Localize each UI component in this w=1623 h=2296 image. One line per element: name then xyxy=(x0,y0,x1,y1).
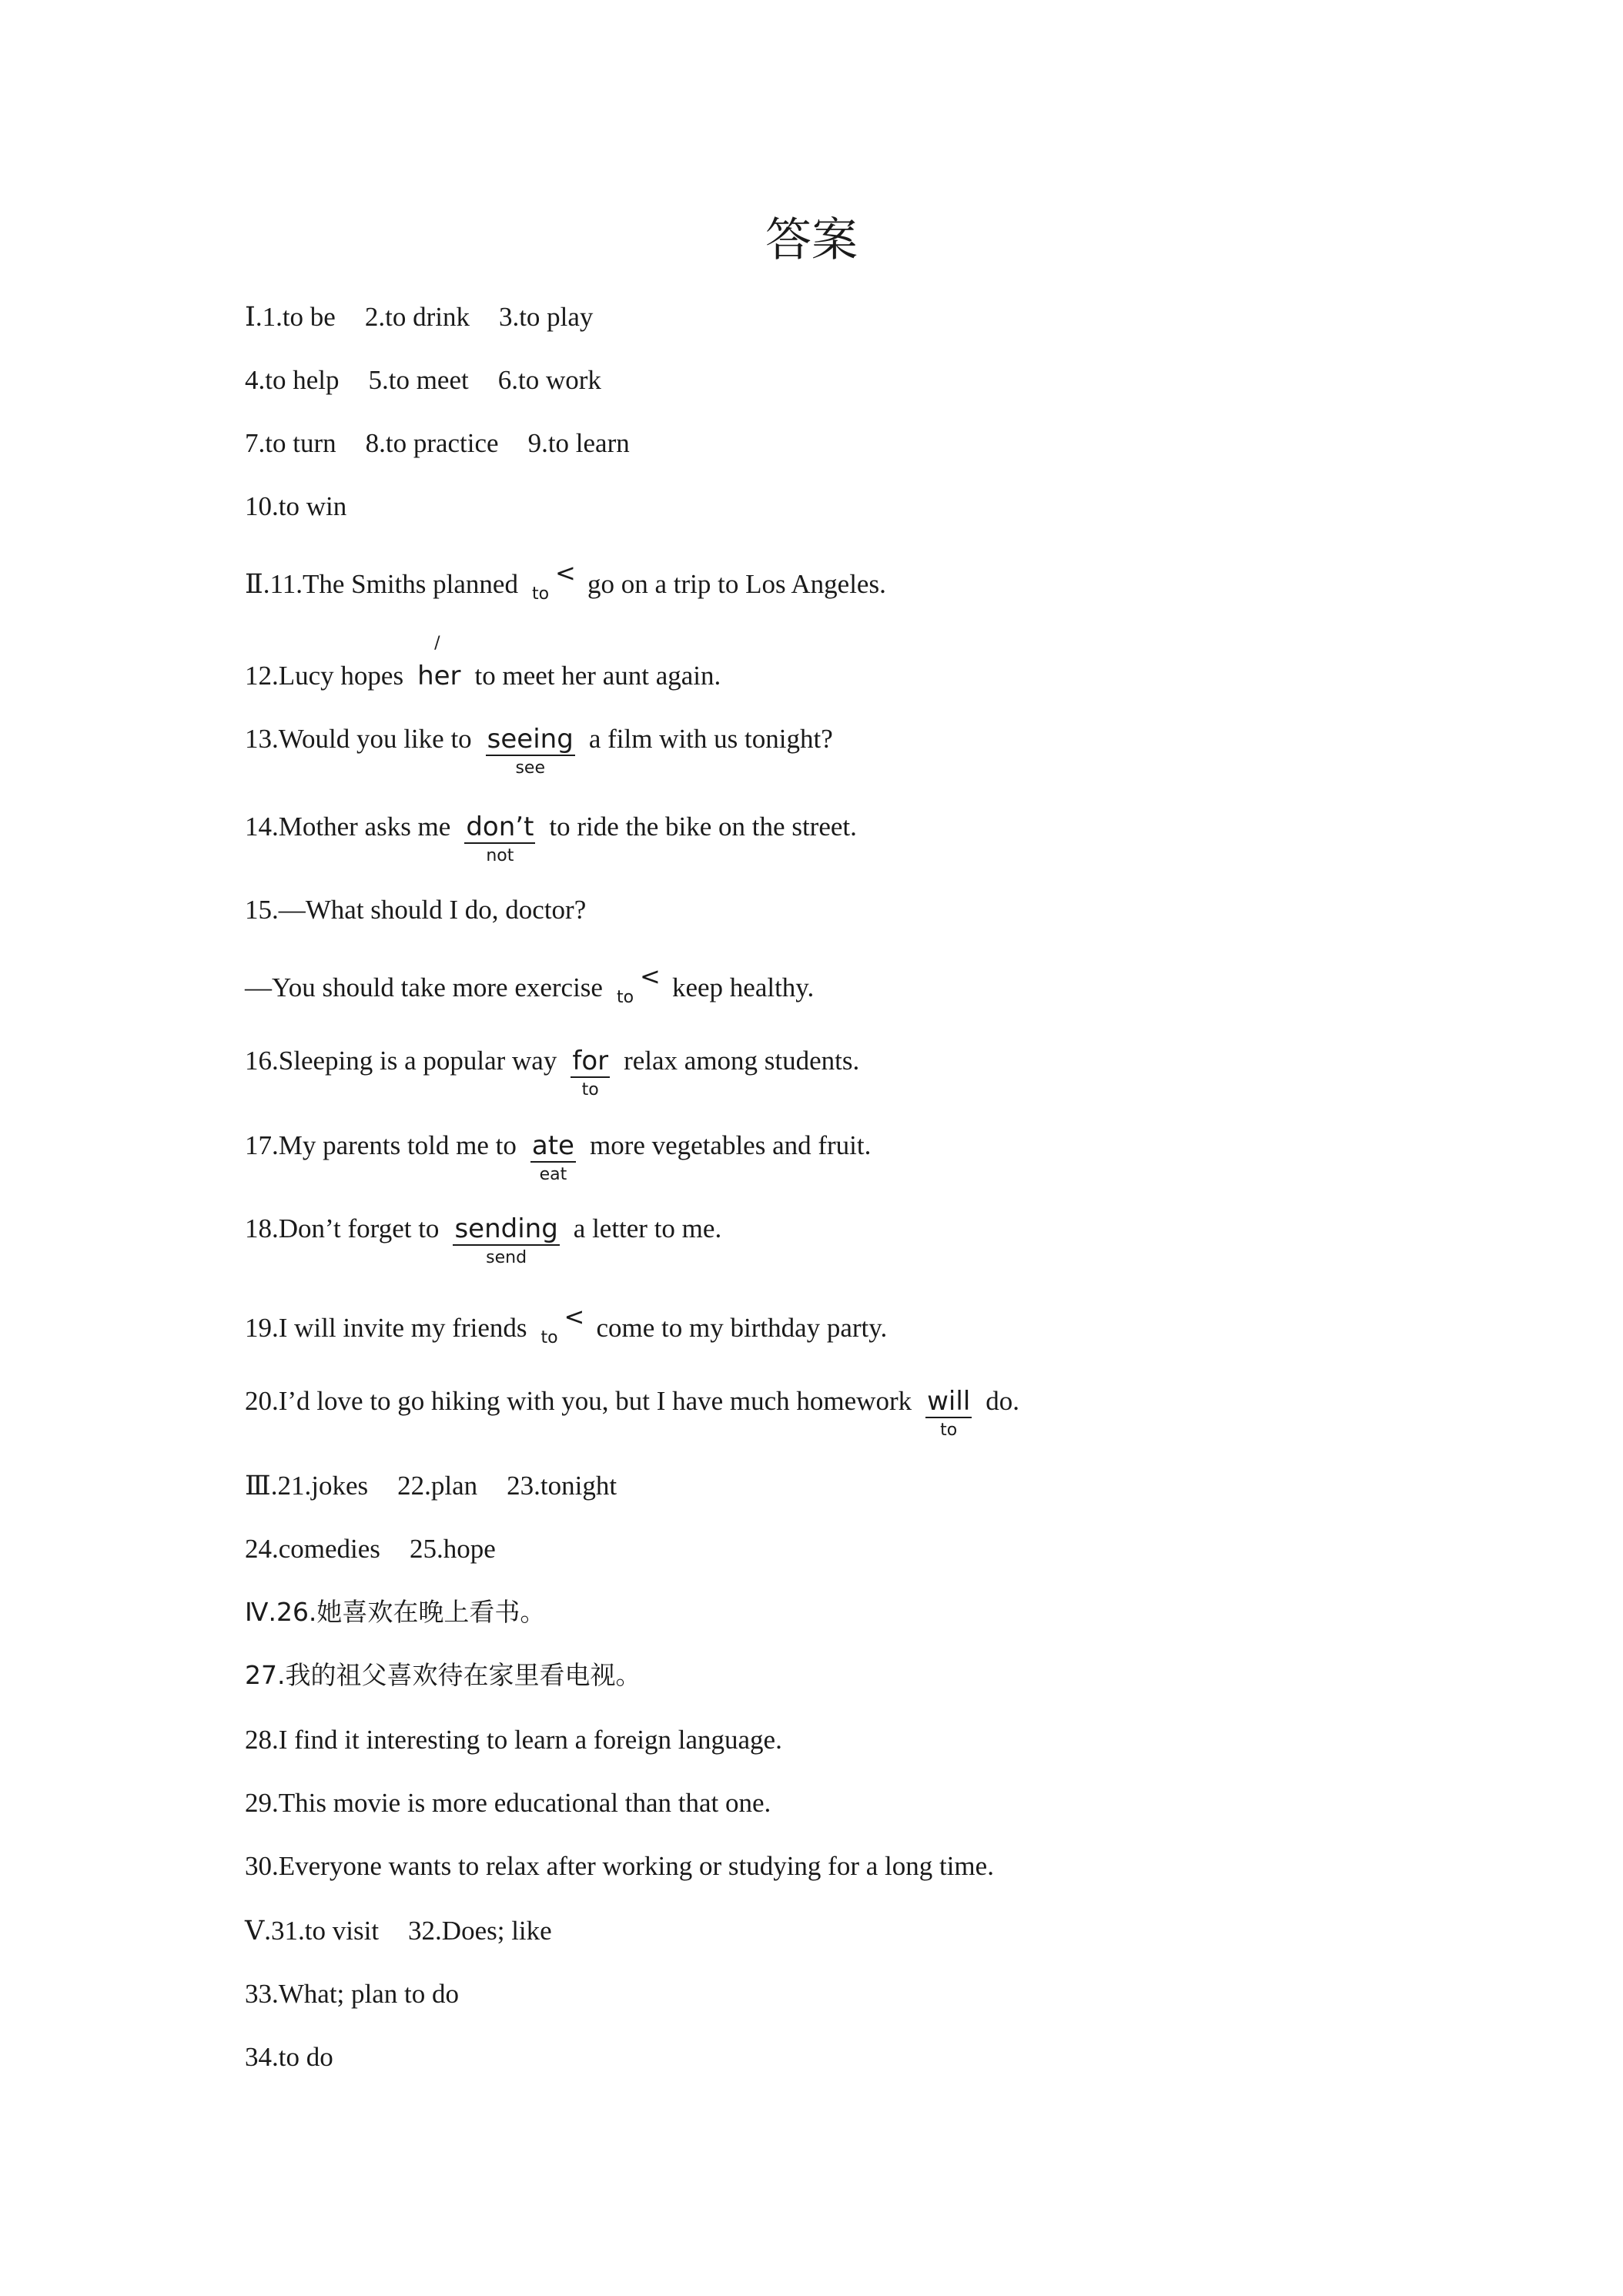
answer-17 xyxy=(245,1130,872,1184)
answer-25: 25.hope xyxy=(409,1534,496,1564)
answer-19-text: 19.I will invite my friends xyxy=(245,1313,527,1343)
correction-mark xyxy=(530,1130,576,1184)
correction-text: to xyxy=(540,1328,558,1347)
correction-mark xyxy=(925,1386,972,1440)
answer-13 xyxy=(245,724,833,778)
answer-18 xyxy=(245,1213,722,1267)
answer-8: 8.to practice xyxy=(365,428,499,458)
slash-mark: / xyxy=(434,634,440,653)
answer-3: 3.to play xyxy=(498,302,594,332)
answer-2: 2.to drink xyxy=(364,302,470,332)
wrong-word: her xyxy=(417,661,461,691)
answer-32: 32.Does; like xyxy=(408,1916,552,1946)
answer-20-text: 20.I’d love to go hiking with you, but I have much homework xyxy=(245,1386,912,1416)
answer-15-question xyxy=(245,895,586,925)
answer-11-text: Ⅱ.11.The Smiths planned xyxy=(245,569,518,599)
wrong-word: sending xyxy=(454,1213,558,1244)
answer-6: 6.to work xyxy=(497,365,601,395)
wrong-word: ate xyxy=(531,1130,574,1161)
answer-28: 28.I find it interesting to learn a foreign language. xyxy=(245,1725,782,1755)
answer-13-text: 13.Would you like to xyxy=(245,724,472,754)
answer-27: 27.我的祖父喜欢待在家里看电视。 xyxy=(245,1660,641,1690)
answer-14 xyxy=(245,812,857,865)
answer-9: 9.to learn xyxy=(527,428,630,458)
answer-line-4 xyxy=(245,491,346,522)
correction-text: not xyxy=(486,846,514,865)
correction-text: to xyxy=(531,584,550,604)
answer-23: 23.tonight xyxy=(507,1471,617,1501)
answer-29: 29.This movie is more educational than that one. xyxy=(245,1788,771,1818)
answer-21: Ⅲ.21.jokes xyxy=(245,1471,369,1501)
answer-34: 34.to do xyxy=(245,2042,333,2072)
answer-16 xyxy=(245,1046,860,1099)
answer-14-rest: to ride the bike on the street. xyxy=(549,812,857,842)
answer-15-rest: keep healthy. xyxy=(671,972,815,1002)
answer-line-31 xyxy=(245,1916,552,1946)
answer-24: 24.comedies xyxy=(245,1534,380,1564)
page-title: 答案 xyxy=(765,213,858,267)
answer-12-rest: to meet her aunt again. xyxy=(474,661,721,691)
correction-text: see xyxy=(515,758,546,778)
insert-mark xyxy=(527,1302,596,1347)
delete-mark xyxy=(417,634,461,691)
answer-12 xyxy=(245,634,721,691)
correction-text: to xyxy=(616,988,634,1007)
answer-14-text: 14.Mother asks me xyxy=(245,812,451,842)
answer-12-text: 12.Lucy hopes xyxy=(245,661,404,691)
answer-1: Ⅰ.1.to be xyxy=(245,302,336,332)
answer-15-reply: —You should take more exercise xyxy=(245,972,603,1002)
answer-17-rest: more vegetables and fruit. xyxy=(589,1130,872,1160)
correction-text: to xyxy=(940,1421,958,1440)
answer-15-text: 15.—What should I do, doctor? xyxy=(245,895,587,925)
correction-mark xyxy=(486,724,575,778)
wrong-word: seeing xyxy=(487,724,574,755)
insert-mark xyxy=(518,558,587,604)
answer-20 xyxy=(245,1386,1020,1440)
answer-16-text: 16.Sleeping is a popular way xyxy=(245,1046,557,1076)
answer-13-rest: a film with us tonight? xyxy=(588,724,833,754)
wrong-word: for xyxy=(572,1046,609,1076)
answer-10: 10.to win xyxy=(245,491,347,521)
answer-20-rest: do. xyxy=(986,1386,1020,1416)
answer-26: Ⅳ.26.她喜欢在晚上看书。 xyxy=(245,1597,546,1627)
answer-11-rest: go on a trip to Los Angeles. xyxy=(587,569,886,599)
correction-mark xyxy=(571,1046,610,1099)
answer-line-24 xyxy=(245,1534,496,1565)
answer-16-rest: relax among students. xyxy=(624,1046,860,1076)
answer-33: 33.What; plan to do xyxy=(245,1979,460,2009)
wrong-word: don’t xyxy=(466,812,534,842)
wrong-word: will xyxy=(927,1386,971,1417)
answer-22: 22.plan xyxy=(397,1471,478,1501)
correction-text: to xyxy=(581,1080,599,1099)
caret-mark: < xyxy=(564,1302,585,1331)
answer-18-rest: a letter to me. xyxy=(573,1213,722,1243)
answer-30: 30.Everyone wants to relax after working or studying for a long time. xyxy=(245,1851,994,1881)
answer-line-3 xyxy=(245,428,630,459)
correction-text: eat xyxy=(539,1165,567,1184)
answer-18-text: 18.Don’t forget to xyxy=(245,1213,440,1243)
answer-31: Ⅴ.31.to visit xyxy=(245,1916,380,1946)
answer-15 xyxy=(245,962,815,1007)
correction-mark xyxy=(464,812,535,865)
answer-17-text: 17.My parents told me to xyxy=(245,1130,517,1160)
caret-mark: < xyxy=(554,558,576,587)
answer-line-2 xyxy=(245,365,601,396)
answer-11 xyxy=(245,558,886,604)
insert-mark xyxy=(603,962,672,1007)
caret-mark: < xyxy=(639,962,661,991)
answer-19-rest: come to my birthday party. xyxy=(596,1313,888,1343)
answer-19 xyxy=(245,1302,888,1347)
correction-text: send xyxy=(486,1248,527,1267)
correction-mark xyxy=(453,1213,559,1267)
answer-line-21 xyxy=(245,1471,617,1501)
answer-5: 5.to meet xyxy=(368,365,469,395)
answer-line-1 xyxy=(245,302,593,333)
answer-4: 4.to help xyxy=(245,365,340,395)
answer-7: 7.to turn xyxy=(245,428,336,458)
